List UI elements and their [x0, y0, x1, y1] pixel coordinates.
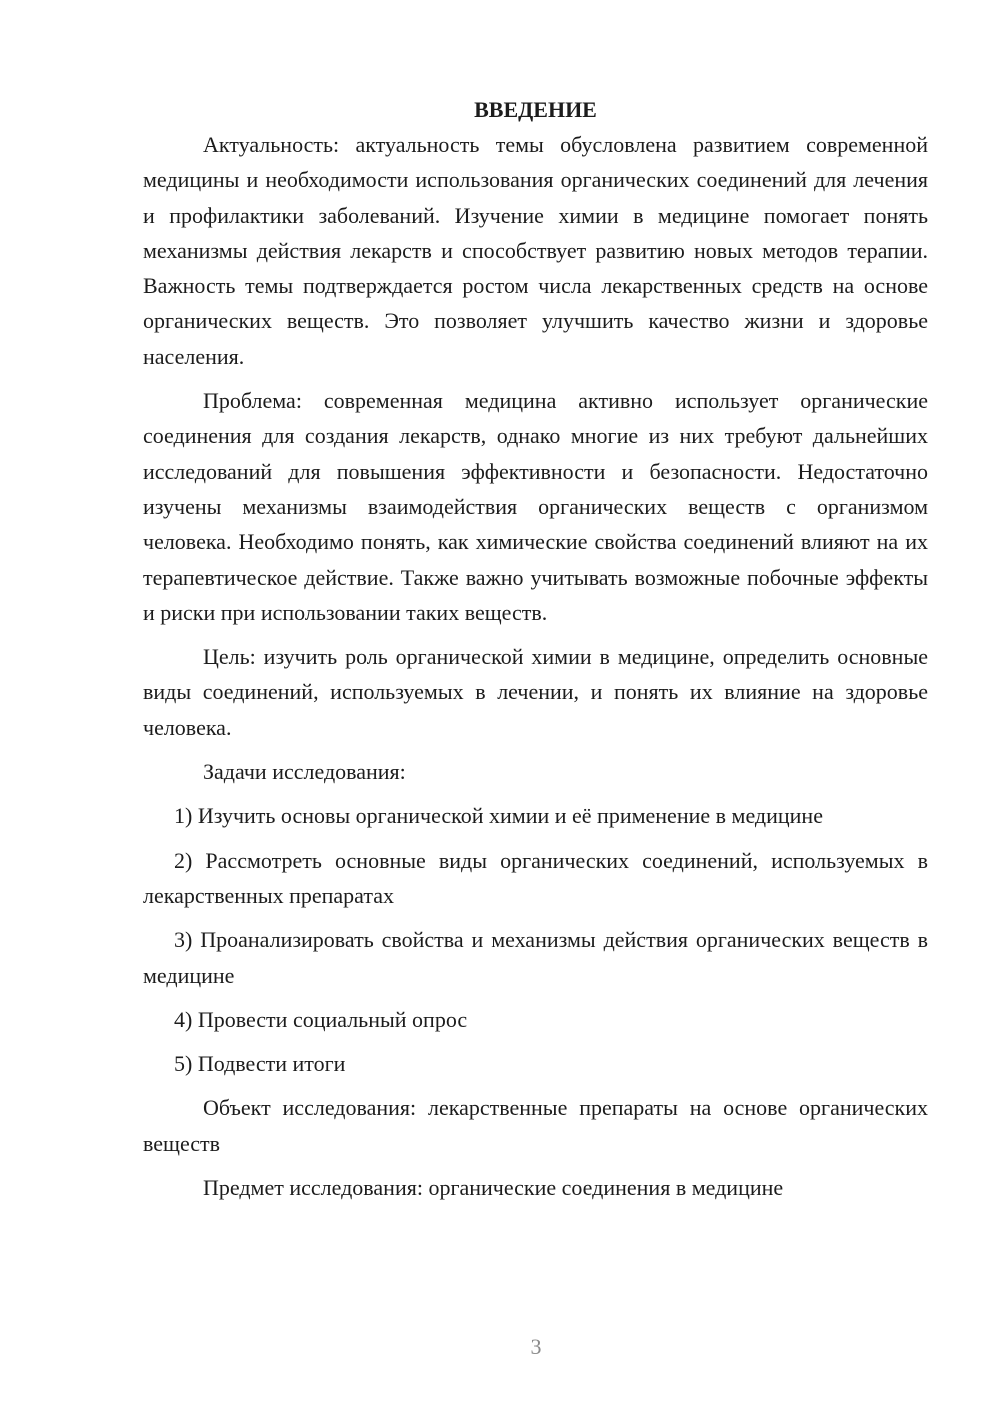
- document-body: [143, 92, 928, 1214]
- task-item-3: 3) Проанализировать свойства и механизмы действия органических веществ в медицине: [143, 927, 928, 988]
- task-item-5: 5) Подвести итоги: [174, 1051, 346, 1077]
- paragraph-goal: Цель: изучить роль органической химии в медицине, определить основные виды соединений, используемых в лечении, и понять их влияние на здоровье человека.: [143, 644, 928, 740]
- tasks-list: [143, 798, 928, 1081]
- section-heading: ВВЕДЕНИЕ: [474, 97, 597, 122]
- paragraph-subject: Предмет исследования: органические соединения в медицине: [203, 1175, 784, 1201]
- paragraph-tasks-heading: Задачи исследования:: [203, 759, 406, 785]
- paragraph-relevance: Актуальность: актуальность темы обусловлена развитием современной медицины и необходимости использования органических соединений для лечения и профилактики заболеваний. Изучение химии в медицине помогает понять механизмы действия лекарств и способствует развитию новых методов терапии. Важность темы подтверждается ростом числа лекарственных средств на основе органических веществ. Это позволяет улучшить качество жизни и здоровье населения.: [143, 132, 928, 369]
- paragraph-problem: Проблема: современная медицина активно использует органические соединения для создания лекарств, однако многие из них требуют дальнейших исследований для повышения эффективности и безопасности. Недостаточно изучены механизмы взаимодействия органических веществ с организмом человека. Необходимо понять, как химические свойства соединений влияют на их терапевтическое действие. Также важно учитывать возможные побочные эффекты и риски при использовании таких веществ.: [143, 388, 928, 625]
- task-item-4: 4) Провести социальный опрос: [174, 1006, 468, 1032]
- task-item-2: 2) Рассмотреть основные виды органических соединений, используемых в лекарственных препаратах: [143, 847, 928, 908]
- task-item-1: 1) Изучить основы органической химии и её применение в медицине: [174, 803, 823, 829]
- paragraph-object: Объект исследования: лекарственные препараты на основе органических веществ: [143, 1095, 928, 1156]
- page-number: 3: [530, 1334, 542, 1359]
